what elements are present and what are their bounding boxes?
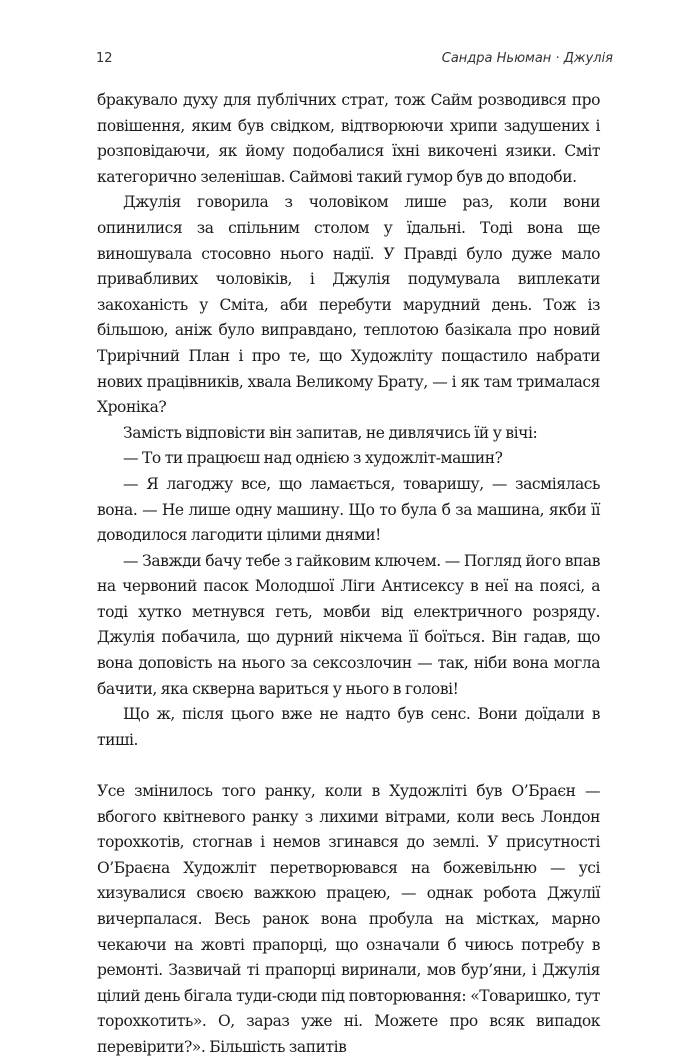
dialogue-line: — Я лагоджу все, що ламається, товаришу, — засміялась вона. — Не лише одну машину. Що то була б за машина, якби її доводилося лагодити цілими днями! [97, 474, 600, 545]
page-number: 12 [96, 51, 113, 66]
paragraph: Що ж, після цього вже не надто був сенс. Вони доїдали в тиші. [97, 705, 600, 749]
paragraph: Замість відповісти він запитав, не дивлячись їй у вічі: [123, 423, 538, 442]
dialogue-line: — То ти працюєш над однією з художліт-машин? [123, 449, 503, 468]
section-start-paragraph: Усе змінилось того ранку, коли в Художліті був О’Браєн — вбогого квітневого ранку з лихими вітрами, коли весь Лондон торохкотів, стогнав і немов згинався до землі. У присутності О’Браєна Художліт перетворювався на божевільню — усі хизувалися своєю важкою працею, — однак робота Джулії вичерпалася. Весь ранок вона пробула на містках, марно чекаючи на жовті прапорці, що означали б чиюсь потребу в ремонті. Зазвичай ті прапорці виринали, мов бур’яни, і Джулія цілий день бігала туди-сюди під повторювання: «Товаришко, тут торохкотить». О, зараз уже ні. Можете про всяк випадок перевірити?». Більшість запитів [97, 782, 600, 1056]
body-text [97, 88, 600, 1061]
running-header [96, 51, 613, 71]
running-title: Сандра Ньюман · Джулія [441, 51, 613, 66]
paragraph: бракувало духу для публічних страт, тож Сайм розводився про повішення, яким був свідком, відтворюючи хрипи задушених і розповідаючи, як йому подобалися їхні викочені язики. Сміт категорично зеленішав. Саймові такий гумор був до вподоби. [97, 91, 600, 186]
paragraph: Джулія говорила з чоловіком лише раз, коли вони опинилися за спільним столом у їдальні. Тоді вона ще виношувала стосовно нього надії. У Правді було дуже мало привабливих чоловіків, і Джулія подумувала виплекати закоханість у Сміта, аби перебути марудний день. Тож із більшою, аніж було виправдано, теплотою базікала про новий Трирічний План і про те, що Художліту пощастило набрати нових працівників, хвала Великому Брату, — і як там трималася Хроніка? [97, 193, 600, 417]
dialogue-line: — Завжди бачу тебе з гайковим ключем. — Погляд його впав на червоний пасок Молодшої Ліги Антисексу в неї на поясі, а тоді хутко метнувся геть, мовби від електричного розряду. Джулія побачила, що дурний нікчема її боїться. Він гадав, що вона доповість на нього за сексозлочин — так, ніби вона могла бачити, яка скверна вариться у нього в голові! [97, 551, 600, 698]
